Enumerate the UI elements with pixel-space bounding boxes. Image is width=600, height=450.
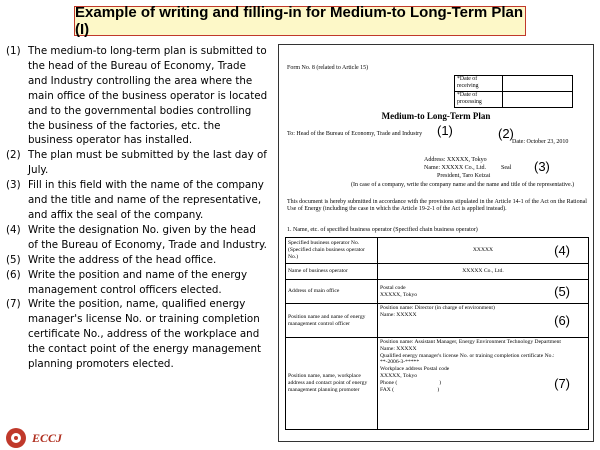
table-row	[286, 238, 589, 264]
operator-table	[285, 237, 589, 430]
note-item	[6, 178, 268, 223]
note-text: Write the address of the head office.	[28, 253, 217, 266]
document-title: Medium-to Long-Term Plan	[381, 111, 491, 121]
marker-6: (6)	[554, 312, 570, 328]
marker-7: (7)	[554, 375, 570, 391]
table-row	[286, 338, 589, 430]
main-office-address: XXXXX, Tokyo	[380, 291, 418, 298]
postal-code-label: Postal code	[380, 284, 406, 291]
table-row	[286, 280, 589, 304]
row-label: Specified business operator No. (Specified chain business operator No.)	[286, 238, 378, 264]
row-value	[378, 304, 589, 338]
date-processing-label: *Date of processing	[455, 91, 503, 107]
addressee: To: Head of the Bureau of Economy, Trade and Industry	[287, 131, 423, 137]
company-note: (In case of a company, write the company name and the name and title of the representative.)	[351, 182, 575, 188]
eccj-logo	[6, 428, 62, 448]
row-value	[378, 238, 589, 264]
fax-field: FAX ( )	[380, 386, 440, 393]
note-item	[6, 297, 268, 372]
note-number: (5)	[6, 253, 21, 266]
applicant-address: Address: XXXXX, Tokyo	[424, 157, 487, 163]
form-document	[278, 44, 594, 442]
promoter-name: Name: XXXXX	[380, 345, 417, 352]
note-number: (2)	[6, 149, 21, 162]
receipt-table	[454, 75, 573, 108]
date-receiving-label: *Date of receiving	[455, 76, 503, 92]
note-number: (7)	[6, 298, 21, 311]
eccj-logo-icon	[6, 428, 26, 448]
row-label: Address of main office	[286, 280, 378, 304]
marker-5: (5)	[554, 283, 570, 299]
note-number: (3)	[6, 179, 21, 192]
submission-date: Date: October 23, 2010	[512, 139, 569, 145]
notes-list	[6, 44, 268, 372]
row-value: XXXXX Co., Ltd.	[378, 264, 589, 280]
license-label: Qualified energy manager's license No. or training completion certificate No.:	[380, 352, 555, 359]
note-text: The medium-to long-term plan is submitted to the head of the Bureau of Economy, Trade and Industry controlling the area where the main office of the business operator is located and to the governmental bodies controlling the business of the factories, etc. the business operator has installed.	[28, 45, 268, 147]
note-number: (4)	[6, 223, 21, 236]
note-text: Write the designation No. given by the head of the Bureau of Economy, Trade and Industry.	[28, 223, 267, 251]
seal-label: Seal	[501, 165, 512, 171]
form-number: Form No. 8 (related to Article 15)	[287, 65, 369, 71]
row-label: Position name, name, workplace address and contact point of energy management planning promoter	[286, 338, 378, 430]
table-row	[286, 304, 589, 338]
note-text: The plan must be submitted by the last day of July.	[28, 149, 267, 177]
date-receiving-field	[503, 76, 573, 92]
representative: President, Taro Keizai	[437, 173, 491, 179]
designation-number: XXXXX	[472, 247, 494, 254]
slide-title: Example of writing and filling-in for Medium-to Long-Term Plan (I)	[74, 6, 526, 36]
marker-4: (4)	[554, 242, 570, 258]
note-item	[6, 268, 268, 298]
submission-statement: This document is hereby submitted in accordance with the provisions stipulated in the Article 14-1 of the Act on the Rational Use of Energy (including the case in which the Article 19-2-1 of the Act is applied instead).	[287, 199, 587, 213]
note-item	[6, 148, 268, 178]
workplace-address: XXXXX, Tokyo	[380, 372, 418, 379]
marker-3: (3)	[534, 159, 550, 174]
note-number: (6)	[6, 268, 21, 281]
note-number: (1)	[6, 45, 21, 57]
phone-field: Phone ( )	[380, 379, 442, 386]
note-item	[6, 44, 268, 148]
table-row	[286, 264, 589, 280]
logo-text: ECCJ	[32, 430, 63, 445]
date-processing-field	[503, 91, 573, 107]
row-value	[378, 338, 589, 430]
promoter-position: Position name: Assistant Manager, Energy Environment Technology Department	[380, 339, 561, 345]
marker-1: (1)	[437, 123, 453, 138]
note-item	[6, 223, 268, 253]
row-label: Position name and name of energy management control officer	[286, 304, 378, 338]
applicant-name: Name: XXXXX Co., Ltd.	[424, 165, 486, 171]
row-label: Name of business operator	[286, 264, 378, 280]
section-heading: 1. Name, etc. of specified business operator (Specified chain business operator)	[287, 227, 478, 233]
note-text: Fill in this field with the name of the company and the title and name of the representative, and affix the seal of the company.	[28, 179, 264, 221]
note-text: Write the position, name, qualified energy manager's license No. or training completion certificate No., address of the workplace and the contact point of the energy management planning promoters elected.	[28, 298, 262, 371]
note-text: Write the position and name of the energy management control officers elected.	[28, 268, 248, 296]
row-value	[378, 280, 589, 304]
officer-position: Position name: Director (in charge of environment)	[380, 305, 495, 311]
note-item	[6, 253, 268, 268]
marker-2: (2)	[498, 126, 514, 141]
license-number: **-2006-3-*****	[380, 359, 420, 366]
officer-name: Name: XXXXX	[380, 311, 417, 318]
workplace-address-label: Workplace address Postal code	[380, 366, 450, 373]
